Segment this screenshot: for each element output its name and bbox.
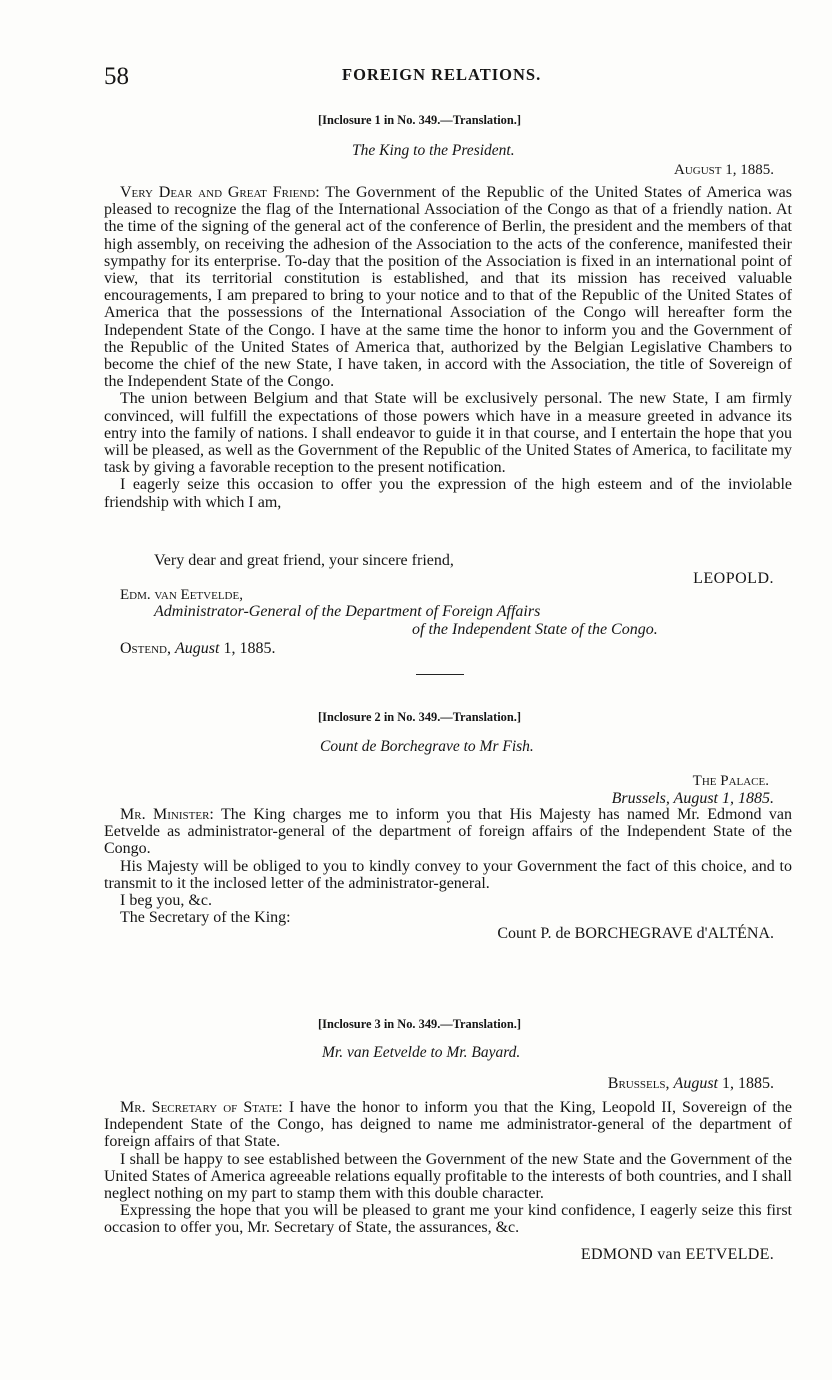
page-number: 58: [104, 63, 129, 90]
inclosure-2-signature: Count P. de BORCHEGRAVE d'ALTÉNA.: [497, 925, 774, 942]
inclosure-1-para-3: I eagerly seize this occasion to offer you the expression of the high esteem and of the inviolable friendship with which I am,: [104, 476, 792, 511]
inclosure-1-para-2: The union between Belgium and that State will be exclusively personal. The new State, I am firmly convinced, will fulfill the expectations of those powers which have in a measure greeted in advance its entry into the family of nations. I shall endeavor to guide it in that course, and I entertain the hope that you will be pleased, as well as the Government of the Republic of the United States of America, to facilitate my task by giving a favorable reception to the present notification.: [104, 390, 792, 477]
inclosure-1-para-1: The Government of the Republic of the United States of America was pleased to recognize the flag of the International Association of the Congo as that of a friendly nation. At the time of the signing of the general act of the conference of Berlin, the president and the members of that high assembly, on receiving the adhesion of the Association to the acts of the conference, manifested their sympathy for its enterprise. To-day that the position of the Association is fixed in an international point of view, that its territorial constitution is established, and that its mission has received valuable encouragements, I am prepared to bring to your notice and to that of the Republic of the United States of America that the possessions of the International Association of the Congo will hereafter form the Independent State of the Congo. I have at the same time the honor to inform you and the Government of the Republic of the United States of America that, authorized by the Belgian Legislative Chambers to become the chief of the new State, I have taken, in accord with the Association, the title of Sovereign of the Independent State of the Congo.: [104, 184, 793, 391]
inclosure-1-salutation: Very Dear and Great Friend:: [120, 184, 320, 201]
inclosure-3-date-month: August: [673, 1075, 718, 1092]
inclosure-3-date-year: 1, 1885.: [718, 1075, 774, 1092]
inclosure-1-closing: Very dear and great friend, your sincere friend,: [154, 552, 454, 569]
inclosure-2-salutation: Mr. Minister:: [120, 806, 214, 823]
inclosure-1-date: August 1, 1885.: [673, 162, 774, 178]
inclosure-1-title: The King to the President.: [352, 142, 515, 159]
inclosure-1-body: [104, 184, 792, 511]
inclosure-1-countersign-title-2: of the Independent State of the Congo.: [412, 621, 658, 638]
inclosure-3-salutation: Mr. Secretary of State:: [120, 1099, 283, 1116]
inclosure-2-body: [104, 806, 792, 926]
inclosure-2-para-1: The King charges me to inform you that His Majesty has named Mr. Edmond van Eetvelde as administrator-general of the department of foreign affairs of the Independent State of the Congo.: [104, 806, 792, 858]
inclosure-3-label: [Inclosure 3 in No. 349.—Translation.]: [318, 1017, 521, 1031]
inclosure-1-place-year: 1, 1885.: [219, 640, 276, 657]
inclosure-3-para-2: I shall be happy to see established between the Government of the new State and the Government of the United States of America agreeable relations equally profitable to the interests of both countries, and I shall neglect nothing on my part to stamp them with this double character.: [104, 1150, 792, 1203]
inclosure-2-title: Count de Borchegrave to Mr Fish.: [320, 738, 534, 755]
inclosure-3-para-1: I have the honor to inform you that the King, Leopold II, Sovereign of the Independent State of the Congo, has deigned to name me administrator-general of the department of foreign affairs of that State.: [104, 1099, 793, 1151]
inclosure-3-body: [104, 1099, 792, 1237]
inclosure-2-date: Brussels, August 1, 1885.: [611, 790, 774, 807]
inclosure-1-signature: LEOPOLD.: [693, 570, 774, 587]
inclosure-1-countersign-title-1: Administrator-General of the Department of Foreign Affairs: [154, 603, 541, 620]
inclosure-1-place-month: August: [175, 640, 220, 657]
inclosure-2-para-2: His Majesty will be obliged to you to kindly convey to your Government the fact of this choice, and to transmit to it the inclosed letter of the administrator-general.: [104, 857, 792, 892]
inclosure-2-closing: The Secretary of the King:: [120, 909, 291, 927]
inclosure-1-place-date: [120, 640, 275, 657]
inclosure-2-label: [Inclosure 2 in No. 349.—Translation.]: [318, 710, 521, 724]
inclosure-2-para-3: I beg you, &c.: [120, 892, 212, 910]
running-head: FOREIGN RELATIONS.: [342, 65, 542, 84]
inclosure-2-place: The Palace.: [692, 773, 769, 789]
inclosure-1-label: [Inclosure 1 in No. 349.—Translation.]: [318, 113, 521, 127]
inclosure-3-para-3: Expressing the hope that you will be pleased to grant me your kind confidence, I eagerly seize this first occasion to offer you, Mr. Secretary of State, the assurances, &c.: [104, 1202, 792, 1237]
inclosure-3-title: Mr. van Eetvelde to Mr. Bayard.: [322, 1044, 521, 1061]
inclosure-1-countersign-name: Edm. van Eetvelde,: [120, 587, 243, 603]
inclosure-3-date-place: Brussels,: [607, 1075, 670, 1092]
inclosure-3-signature: EDMOND van EETVELDE.: [580, 1246, 774, 1263]
section-divider: [416, 674, 464, 675]
inclosure-1-place: Ostend,: [120, 640, 171, 657]
inclosure-3-date: [608, 1075, 774, 1092]
